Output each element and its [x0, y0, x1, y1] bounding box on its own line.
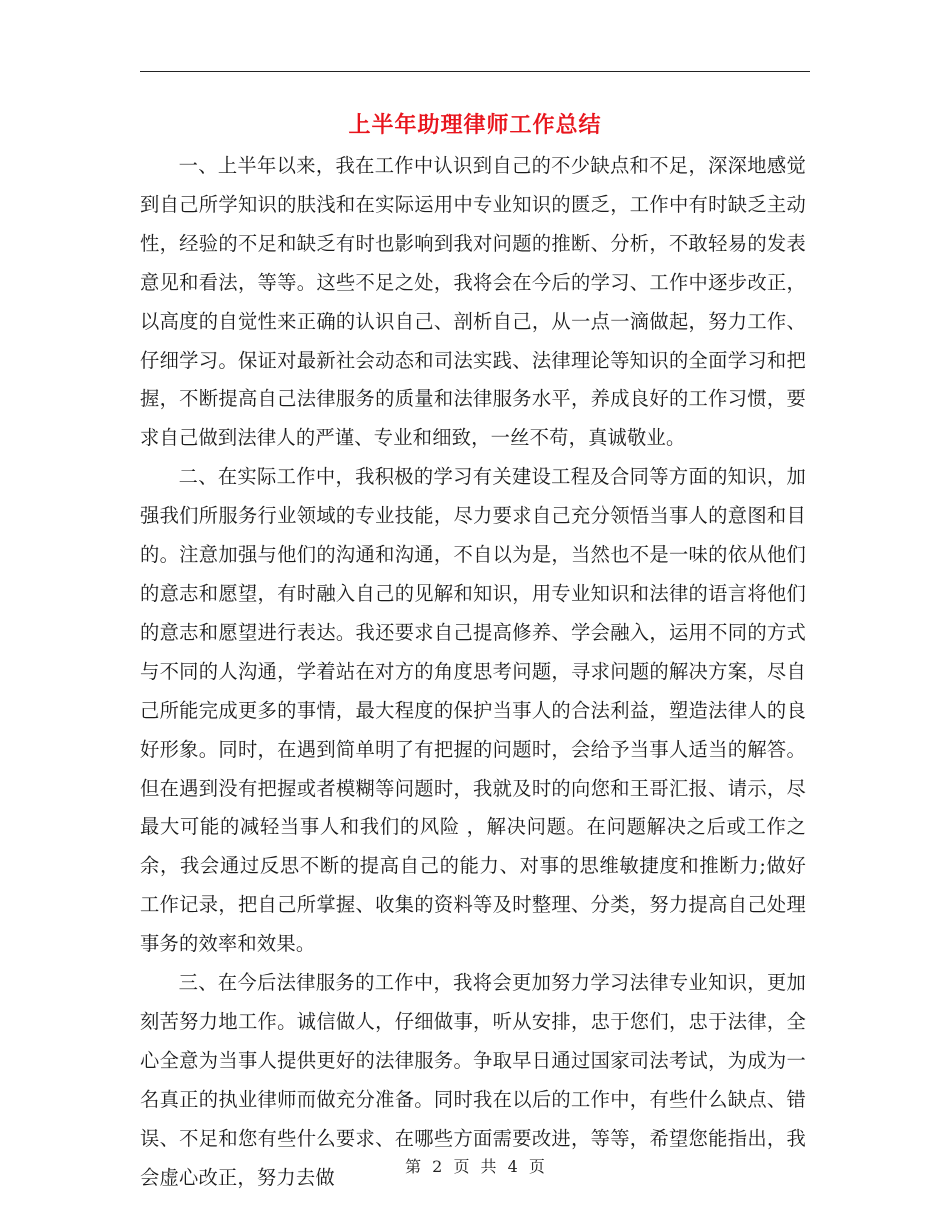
page-number-footer: 第 2 页 共 4 页: [405, 1157, 545, 1176]
paragraph-2: 二、在实际工作中，我积极的学习有关建设工程及合同等方面的知识，加强我们所服务行业领域的专业技能，尽力要求自己充分领悟当事人的意图和目的。注意加强与他们的沟通和沟通，不自以为是，当然也不是一味的依从他们的意志和愿望，有时融入自己的见解和知识，用专业知识和法律的语言将他们的意志和愿望进行表达。我还要求自己提高修养、学会融入，运用不同的方式与不同的人沟通，学着站在对方的角度思考问题，寻求问题的解决方案，尽自己所能完成更多的事情，最大程度的保护当事人的合法利益，塑造法律人的良好形象。同时，在遇到简单明了有把握的问题时，会给予当事人适当的解答。但在遇到没有把握或者模糊等问题时，我就及时的向您和王哥汇报、请示，尽最大可能的减轻当事人和我们的风险 ，解决问题。在问题解决之后或工作之余，我会通过反思不断的提高自己的能力、对事的思维敏捷度和推断力;做好工作记录，把自己所掌握、收集的资料等及时整理、分类，努力提高自己处理事务的效率和效果。: [140, 465, 806, 956]
document-body: [140, 147, 806, 1197]
page-title: 上半年助理律师工作总结: [348, 113, 602, 138]
header-rule: [140, 71, 810, 72]
paragraph-3: 三、在今后法律服务的工作中，我将会更加努力学习法律专业知识，更加刻苦努力地工作。诚信做人，仔细做事，听从安排，忠于您们，忠于法律，全心全意为当事人提供更好的法律服务。争取早日通过国家司法考试，为成为一名真正的执业律师而做充分准备。同时我在以后的工作中，有些什么缺点、错误、不足和您有些什么要求、在哪些方面需要改进，等等，希望您能指出，我会虚心改正，努力去做: [140, 971, 806, 1189]
paragraph-1: 一、上半年以来，我在工作中认识到自己的不少缺点和不足，深深地感觉到自己所学知识的肤浅和在实际运用中专业知识的匮乏，工作中有时缺乏主动性，经验的不足和缺乏有时也影响到我对问题的推断、分析，不敢轻易的发表意见和看法，等等。这些不足之处，我将会在今后的学习、工作中逐步改正，以高度的自觉性来正确的认识自己、剖析自己，从一点一滴做起，努力工作、仔细学习。保证对最新社会动态和司法实践、法律理论等知识的全面学习和把握，不断提高自己法律服务的质量和法律服务水平，养成良好的工作习惯，要求自己做到法律人的严谨、专业和细致，一丝不苟，真诚敬业。: [140, 154, 806, 450]
